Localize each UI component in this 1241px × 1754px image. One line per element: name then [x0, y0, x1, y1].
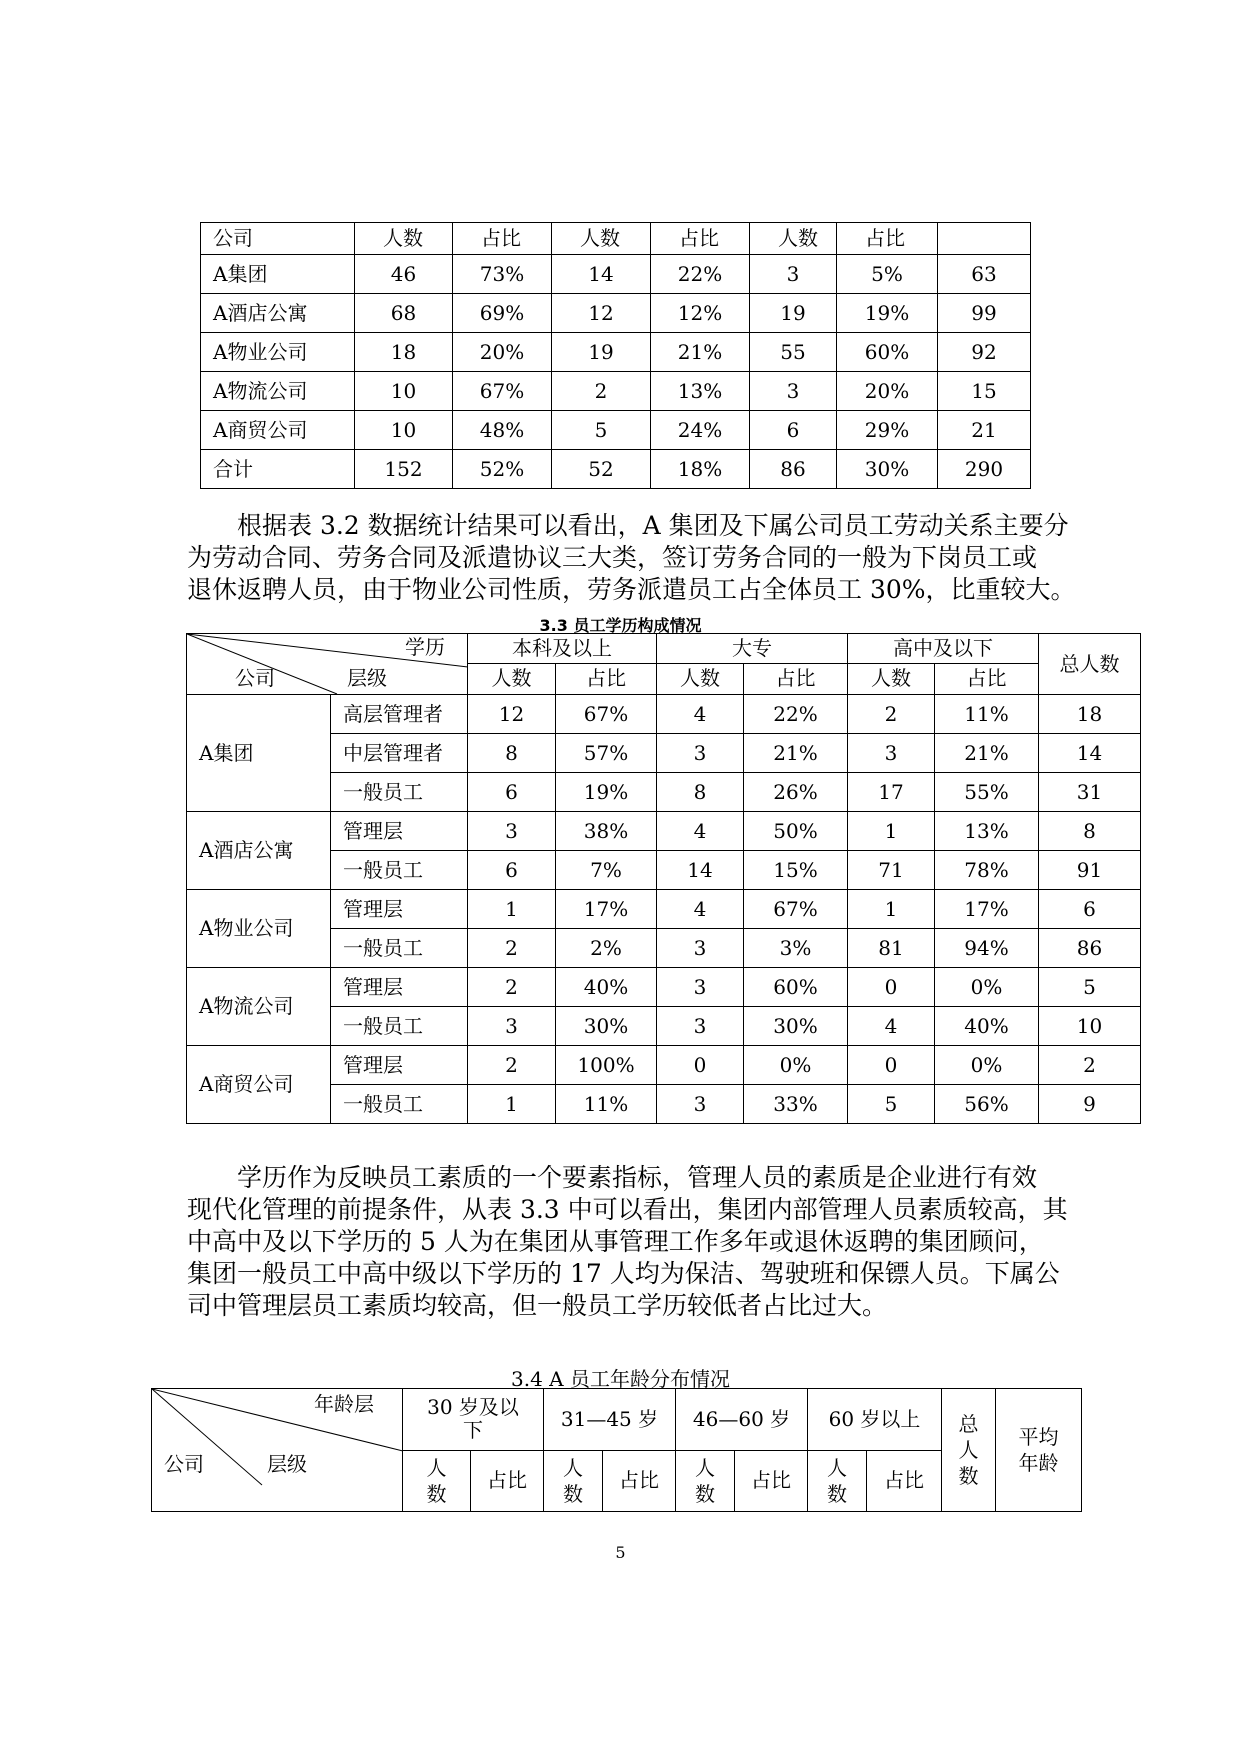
value-cell: 18 — [1039, 695, 1141, 734]
value-cell: 5 — [1039, 968, 1141, 1007]
value-cell: 52 — [552, 450, 651, 489]
value-cell: 8 — [657, 773, 744, 812]
value-cell: 0% — [744, 1046, 848, 1085]
company-cell: A物业公司 — [187, 890, 331, 968]
sub-header-text: 占比 — [487, 1468, 527, 1493]
age-distribution-table — [151, 1388, 1082, 1512]
value-cell: 3 — [750, 372, 837, 411]
value-cell: 3 — [468, 812, 556, 851]
group-header: 46—60 岁 — [676, 1389, 808, 1451]
sub-header — [867, 1450, 942, 1512]
table-row — [201, 372, 1031, 411]
value-cell: 71 — [848, 851, 935, 890]
table-row — [187, 968, 1141, 1007]
avg-age-header-text: 平均年龄 — [1018, 1425, 1059, 1475]
sub-header: 人数 — [468, 663, 556, 694]
table-row — [187, 812, 1141, 851]
value-cell: 18% — [651, 450, 750, 489]
value-cell: 86 — [750, 450, 837, 489]
value-cell: 52% — [453, 450, 552, 489]
level-cell: 一般员工 — [331, 851, 468, 890]
value-cell: 69% — [453, 294, 552, 333]
group-header: 60 岁以上 — [808, 1389, 942, 1451]
value-cell: 21% — [744, 734, 848, 773]
paragraph-line: 根据表 3.2 数据统计结果可以看出，A 集团及下属公司员工劳动关系主要分 — [237, 511, 1069, 540]
value-cell: 67% — [556, 695, 657, 734]
value-cell: 19 — [750, 294, 837, 333]
sub-header — [603, 1450, 676, 1512]
header-cell: 占比 — [837, 223, 938, 255]
header-cell: 占比 — [651, 223, 750, 255]
table-row — [201, 333, 1031, 372]
value-cell: 21% — [651, 333, 750, 372]
value-cell: 3 — [657, 1007, 744, 1046]
value-cell: 11% — [935, 695, 1039, 734]
sub-header — [403, 1450, 471, 1512]
value-cell: 17 — [848, 773, 935, 812]
value-cell: 4 — [657, 695, 744, 734]
value-cell: 48% — [453, 411, 552, 450]
value-cell: 13% — [651, 372, 750, 411]
value-cell: 8 — [468, 734, 556, 773]
value-cell: 3 — [750, 255, 837, 294]
value-cell: 19 — [552, 333, 651, 372]
table-row — [201, 294, 1031, 333]
value-cell: 0% — [935, 1046, 1039, 1085]
sub-header — [676, 1450, 735, 1512]
value-cell: 4 — [657, 812, 744, 851]
header-cell: 人数 — [552, 223, 651, 255]
company-cell: A物业公司 — [201, 333, 355, 372]
company-cell: A酒店公寓 — [187, 812, 331, 890]
table-row — [187, 851, 1141, 890]
table-34-corner-cell — [152, 1389, 403, 1512]
page-number: 5 — [615, 1543, 626, 1562]
value-cell: 57% — [556, 734, 657, 773]
value-cell: 60% — [837, 333, 938, 372]
level-cell: 管理层 — [331, 1046, 468, 1085]
paragraph-line: 学历作为反映员工素质的一个要素指标，管理人员的素质是企业进行有效 — [237, 1163, 1038, 1192]
sub-header-text: 人数 — [563, 1455, 583, 1506]
value-cell: 6 — [468, 773, 556, 812]
table-row — [187, 1007, 1141, 1046]
sub-header: 人数 — [848, 663, 935, 694]
company-cell: A集团 — [201, 255, 355, 294]
value-cell: 290 — [938, 450, 1031, 489]
value-cell: 31 — [1039, 773, 1141, 812]
group-header: 31—45 岁 — [544, 1389, 676, 1451]
value-cell: 6 — [468, 851, 556, 890]
table-row — [187, 1085, 1141, 1124]
value-cell: 40% — [556, 968, 657, 1007]
labor-relation-table — [200, 222, 1031, 489]
value-cell: 5% — [837, 255, 938, 294]
corner-label-level: 层级 — [267, 1452, 307, 1476]
value-cell: 10 — [355, 372, 453, 411]
value-cell: 10 — [355, 411, 453, 450]
value-cell: 63 — [938, 255, 1031, 294]
value-cell: 2 — [468, 929, 556, 968]
group-header: 大专 — [657, 634, 848, 664]
value-cell: 3 — [657, 929, 744, 968]
value-cell: 15% — [744, 851, 848, 890]
paragraph-line: 司中管理层员工素质均较高，但一般员工学历较低者占比过大。 — [187, 1291, 888, 1320]
value-cell: 92 — [938, 333, 1031, 372]
table-row — [187, 695, 1141, 734]
value-cell: 99 — [938, 294, 1031, 333]
sub-header-text: 占比 — [884, 1468, 925, 1493]
value-cell: 11% — [556, 1085, 657, 1124]
table-row — [201, 255, 1031, 294]
sub-header-text: 人数 — [426, 1455, 447, 1506]
value-cell: 15 — [938, 372, 1031, 411]
value-cell: 56% — [935, 1085, 1039, 1124]
value-cell: 22% — [744, 695, 848, 734]
total-header-text: 总人数 — [958, 1412, 979, 1488]
sub-header: 人数 — [657, 663, 744, 694]
level-cell: 一般员工 — [331, 773, 468, 812]
value-cell: 19% — [556, 773, 657, 812]
company-cell: A物流公司 — [187, 968, 331, 1046]
education-table — [186, 633, 1141, 1124]
value-cell: 24% — [651, 411, 750, 450]
table-33-caption: 3.3 员工学历构成情况 — [539, 616, 702, 635]
value-cell: 3 — [848, 734, 935, 773]
value-cell: 7% — [556, 851, 657, 890]
value-cell: 12 — [468, 695, 556, 734]
value-cell: 2 — [1039, 1046, 1141, 1085]
sub-header: 占比 — [935, 663, 1039, 694]
value-cell: 6 — [1039, 890, 1141, 929]
value-cell: 30% — [556, 1007, 657, 1046]
value-cell: 67% — [744, 890, 848, 929]
value-cell: 21% — [935, 734, 1039, 773]
value-cell: 19% — [837, 294, 938, 333]
paragraph-line: 集团一般员工中高中级以下学历的 17 人均为保洁、驾驶班和保镖人员。下属公 — [187, 1259, 1060, 1288]
value-cell: 1 — [848, 890, 935, 929]
corner-label-level: 层级 — [347, 666, 387, 690]
value-cell: 5 — [848, 1085, 935, 1124]
company-cell: 合计 — [201, 450, 355, 489]
value-cell: 3 — [657, 734, 744, 773]
level-cell: 管理层 — [331, 890, 468, 929]
value-cell: 13% — [935, 812, 1039, 851]
sub-header-text: 占比 — [619, 1468, 659, 1493]
table-row — [187, 773, 1141, 812]
total-header: 总人数 — [1039, 634, 1141, 695]
value-cell: 14 — [552, 255, 651, 294]
level-cell: 中层管理者 — [331, 734, 468, 773]
value-cell: 18 — [355, 333, 453, 372]
value-cell: 17% — [935, 890, 1039, 929]
value-cell: 1 — [848, 812, 935, 851]
value-cell: 73% — [453, 255, 552, 294]
header-cell: 公司 — [201, 223, 355, 255]
level-cell: 一般员工 — [331, 1007, 468, 1046]
paragraph-education — [187, 1162, 1087, 1322]
sub-header — [544, 1450, 603, 1512]
value-cell: 30% — [837, 450, 938, 489]
value-cell: 2 — [552, 372, 651, 411]
group-header: 30 岁及以下 — [403, 1389, 544, 1451]
value-cell: 30% — [744, 1007, 848, 1046]
sub-header: 占比 — [744, 663, 848, 694]
header-cell: 人数 — [355, 223, 453, 255]
table-row — [187, 1046, 1141, 1085]
value-cell: 26% — [744, 773, 848, 812]
level-cell: 管理层 — [331, 812, 468, 851]
table-row — [187, 890, 1141, 929]
corner-label-education: 学历 — [405, 635, 445, 659]
value-cell: 81 — [848, 929, 935, 968]
sub-header: 占比 — [556, 663, 657, 694]
value-cell: 3 — [657, 968, 744, 1007]
value-cell: 4 — [848, 1007, 935, 1046]
value-cell: 9 — [1039, 1085, 1141, 1124]
table-header-row — [201, 223, 1031, 255]
corner-label-age: 年龄层 — [314, 1392, 374, 1416]
value-cell: 22% — [651, 255, 750, 294]
company-cell: A集团 — [187, 695, 331, 812]
table-row — [201, 450, 1031, 489]
table-34-caption: 3.4 A 员工年龄分布情况 — [511, 1367, 730, 1391]
value-cell: 12% — [651, 294, 750, 333]
sub-header — [735, 1450, 808, 1512]
value-cell: 3 — [468, 1007, 556, 1046]
sub-header-text: 人数 — [827, 1455, 848, 1506]
value-cell: 0% — [935, 968, 1039, 1007]
company-cell: A物流公司 — [201, 372, 355, 411]
avg-age-header — [996, 1389, 1082, 1512]
sub-header — [471, 1450, 544, 1512]
table-33-corner-cell — [187, 634, 468, 695]
corner-label-company: 公司 — [235, 666, 275, 690]
value-cell: 67% — [453, 372, 552, 411]
value-cell: 46 — [355, 255, 453, 294]
value-cell: 4 — [657, 890, 744, 929]
value-cell: 12 — [552, 294, 651, 333]
sub-header-text: 人数 — [695, 1455, 716, 1506]
value-cell: 10 — [1039, 1007, 1141, 1046]
paragraph-line: 现代化管理的前提条件，从表 3.3 中可以看出，集团内部管理人员素质较高，其 — [187, 1195, 1068, 1224]
company-cell: A商贸公司 — [201, 411, 355, 450]
level-cell: 一般员工 — [331, 929, 468, 968]
value-cell: 0 — [657, 1046, 744, 1085]
paragraph-labor-relation — [187, 510, 1087, 606]
table-row — [187, 734, 1141, 773]
value-cell: 1 — [468, 890, 556, 929]
value-cell: 152 — [355, 450, 453, 489]
value-cell: 8 — [1039, 812, 1141, 851]
value-cell: 78% — [935, 851, 1039, 890]
header-cell: 人数 — [750, 223, 837, 255]
header-cell: 占比 — [453, 223, 552, 255]
company-cell: A酒店公寓 — [201, 294, 355, 333]
value-cell: 2% — [556, 929, 657, 968]
value-cell: 55% — [935, 773, 1039, 812]
company-cell: A商贸公司 — [187, 1046, 331, 1124]
value-cell: 3 — [657, 1085, 744, 1124]
level-cell: 管理层 — [331, 968, 468, 1007]
value-cell: 20% — [453, 333, 552, 372]
value-cell: 2 — [468, 1046, 556, 1085]
value-cell: 17% — [556, 890, 657, 929]
sub-header — [808, 1450, 867, 1512]
value-cell: 5 — [552, 411, 651, 450]
value-cell: 2 — [468, 968, 556, 1007]
value-cell: 40% — [935, 1007, 1039, 1046]
value-cell: 29% — [837, 411, 938, 450]
value-cell: 0 — [848, 968, 935, 1007]
table-row — [187, 929, 1141, 968]
value-cell: 2 — [848, 695, 935, 734]
paragraph-line: 为劳动合同、劳务合同及派遣协议三大类，签订劳务合同的一般为下岗员工或 — [187, 543, 1038, 572]
paragraph-line: 中高中及以下学历的 5 人为在集团从事管理工作多年或退休返聘的集团顾问， — [187, 1227, 1044, 1256]
value-cell: 0 — [848, 1046, 935, 1085]
value-cell: 50% — [744, 812, 848, 851]
value-cell: 1 — [468, 1085, 556, 1124]
value-cell: 38% — [556, 812, 657, 851]
level-cell: 高层管理者 — [331, 695, 468, 734]
value-cell: 94% — [935, 929, 1039, 968]
level-cell: 一般员工 — [331, 1085, 468, 1124]
value-cell: 21 — [938, 411, 1031, 450]
value-cell: 14 — [657, 851, 744, 890]
value-cell: 33% — [744, 1085, 848, 1124]
value-cell: 100% — [556, 1046, 657, 1085]
value-cell: 68 — [355, 294, 453, 333]
value-cell: 20% — [837, 372, 938, 411]
header-cell — [938, 223, 1031, 255]
value-cell: 91 — [1039, 851, 1141, 890]
table-row — [201, 411, 1031, 450]
group-header: 高中及以下 — [848, 634, 1039, 664]
corner-label-company: 公司 — [164, 1452, 204, 1476]
value-cell: 6 — [750, 411, 837, 450]
value-cell: 86 — [1039, 929, 1141, 968]
value-cell: 14 — [1039, 734, 1141, 773]
sub-header-text: 占比 — [751, 1468, 792, 1493]
value-cell: 60% — [744, 968, 848, 1007]
paragraph-line: 退休返聘人员，由于物业公司性质，劳务派遣员工占全体员工 30%，比重较大。 — [187, 575, 1076, 604]
group-header: 本科及以上 — [468, 634, 657, 664]
total-header — [942, 1389, 996, 1512]
value-cell: 55 — [750, 333, 837, 372]
value-cell: 3% — [744, 929, 848, 968]
